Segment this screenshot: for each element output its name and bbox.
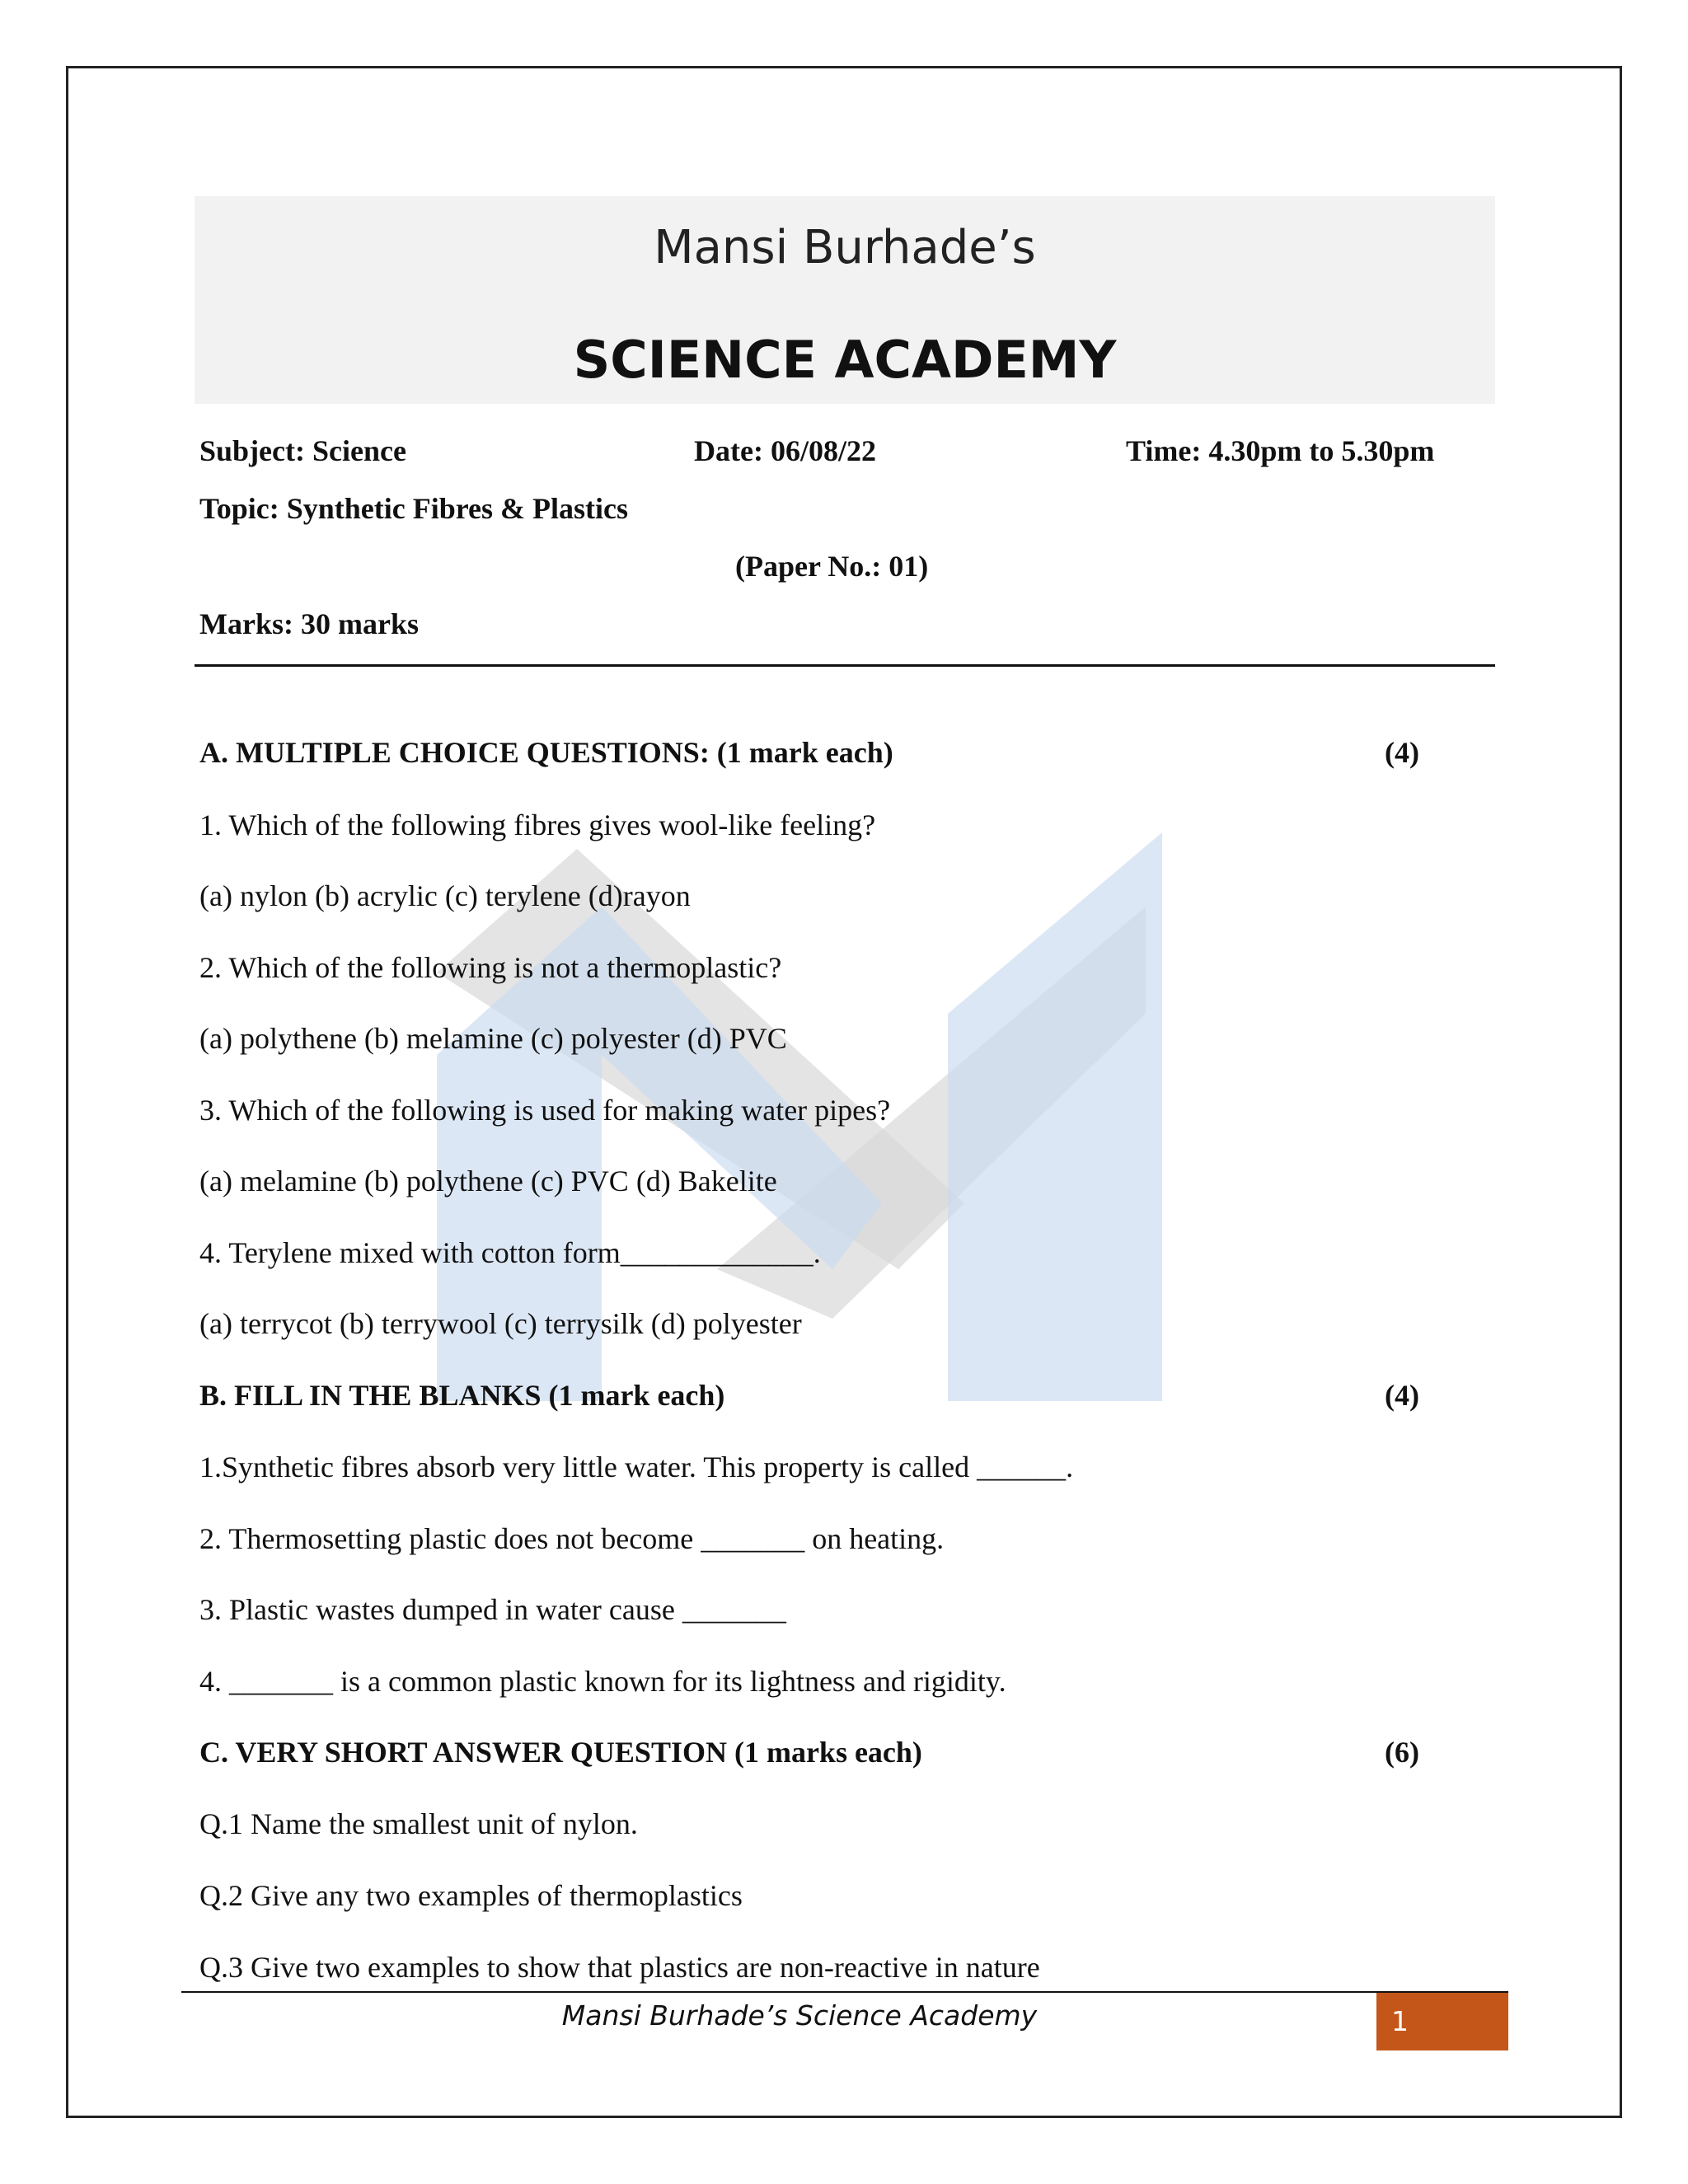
paper-number: (Paper No.: 01): [735, 550, 929, 583]
page-number-badge: 1: [1376, 1993, 1508, 2050]
header-divider: [195, 664, 1495, 667]
question-line: Q.1 Name the smallest unit of nylon.: [199, 1807, 638, 1840]
options-line: (a) melamine (b) polythene (c) PVC (d) Bakelite: [199, 1165, 777, 1197]
question-line: 1.Synthetic fibres absorb very little water. This property is called ______.: [199, 1451, 1074, 1483]
section-b-marks: (4): [1385, 1379, 1419, 1412]
academy-title: SCIENCE ACADEMY: [573, 330, 1117, 390]
question-line: 3. Which of the following is used for making water pipes?: [199, 1094, 891, 1127]
question-line: Q.2 Give any two examples of thermoplastics: [199, 1879, 743, 1912]
academy-owner-name: Mansi Burhade’s: [654, 221, 1036, 274]
section-a-marks: (4): [1385, 736, 1419, 769]
section-c-title: C. VERY SHORT ANSWER QUESTION (1 marks each): [199, 1736, 922, 1769]
question-line: 1. Which of the following fibres gives wool-like feeling?: [199, 808, 876, 841]
topic-label: Topic: Synthetic Fibres & Plastics: [199, 492, 628, 525]
question-line: Q.3 Give two examples to show that plastics are non-reactive in nature: [199, 1951, 1040, 1984]
options-line: (a) nylon (b) acrylic (c) terylene (d)rayon: [199, 879, 691, 912]
options-line: (a) terrycot (b) terrywool (c) terrysilk (d) polyester: [199, 1307, 802, 1340]
footer-academy-name: Mansi Burhade’s Science Academy: [561, 1999, 1038, 2032]
date-label: Date: 06/08/22: [694, 434, 876, 467]
options-line: (a) polythene (b) melamine (c) polyester (d) PVC: [199, 1022, 787, 1055]
footer-divider: [181, 1991, 1508, 1993]
total-marks: Marks: 30 marks: [199, 607, 419, 640]
question-line: 4. Terylene mixed with cotton form_____________.: [199, 1236, 821, 1269]
section-c-marks: (6): [1385, 1736, 1419, 1769]
question-line: 3. Plastic wastes dumped in water cause _______: [199, 1593, 786, 1626]
time-label: Time: 4.30pm to 5.30pm: [1126, 434, 1435, 467]
section-a-title: A. MULTIPLE CHOICE QUESTIONS: (1 mark each): [199, 736, 893, 769]
section-b-title: B. FILL IN THE BLANKS (1 mark each): [199, 1379, 725, 1412]
subject-label: Subject: Science: [199, 434, 406, 467]
question-line: 2. Which of the following is not a thermoplastic?: [199, 951, 782, 984]
question-line: 2. Thermosetting plastic does not become _______ on heating.: [199, 1522, 945, 1555]
question-line: 4. _______ is a common plastic known for its lightness and rigidity.: [199, 1665, 1006, 1698]
